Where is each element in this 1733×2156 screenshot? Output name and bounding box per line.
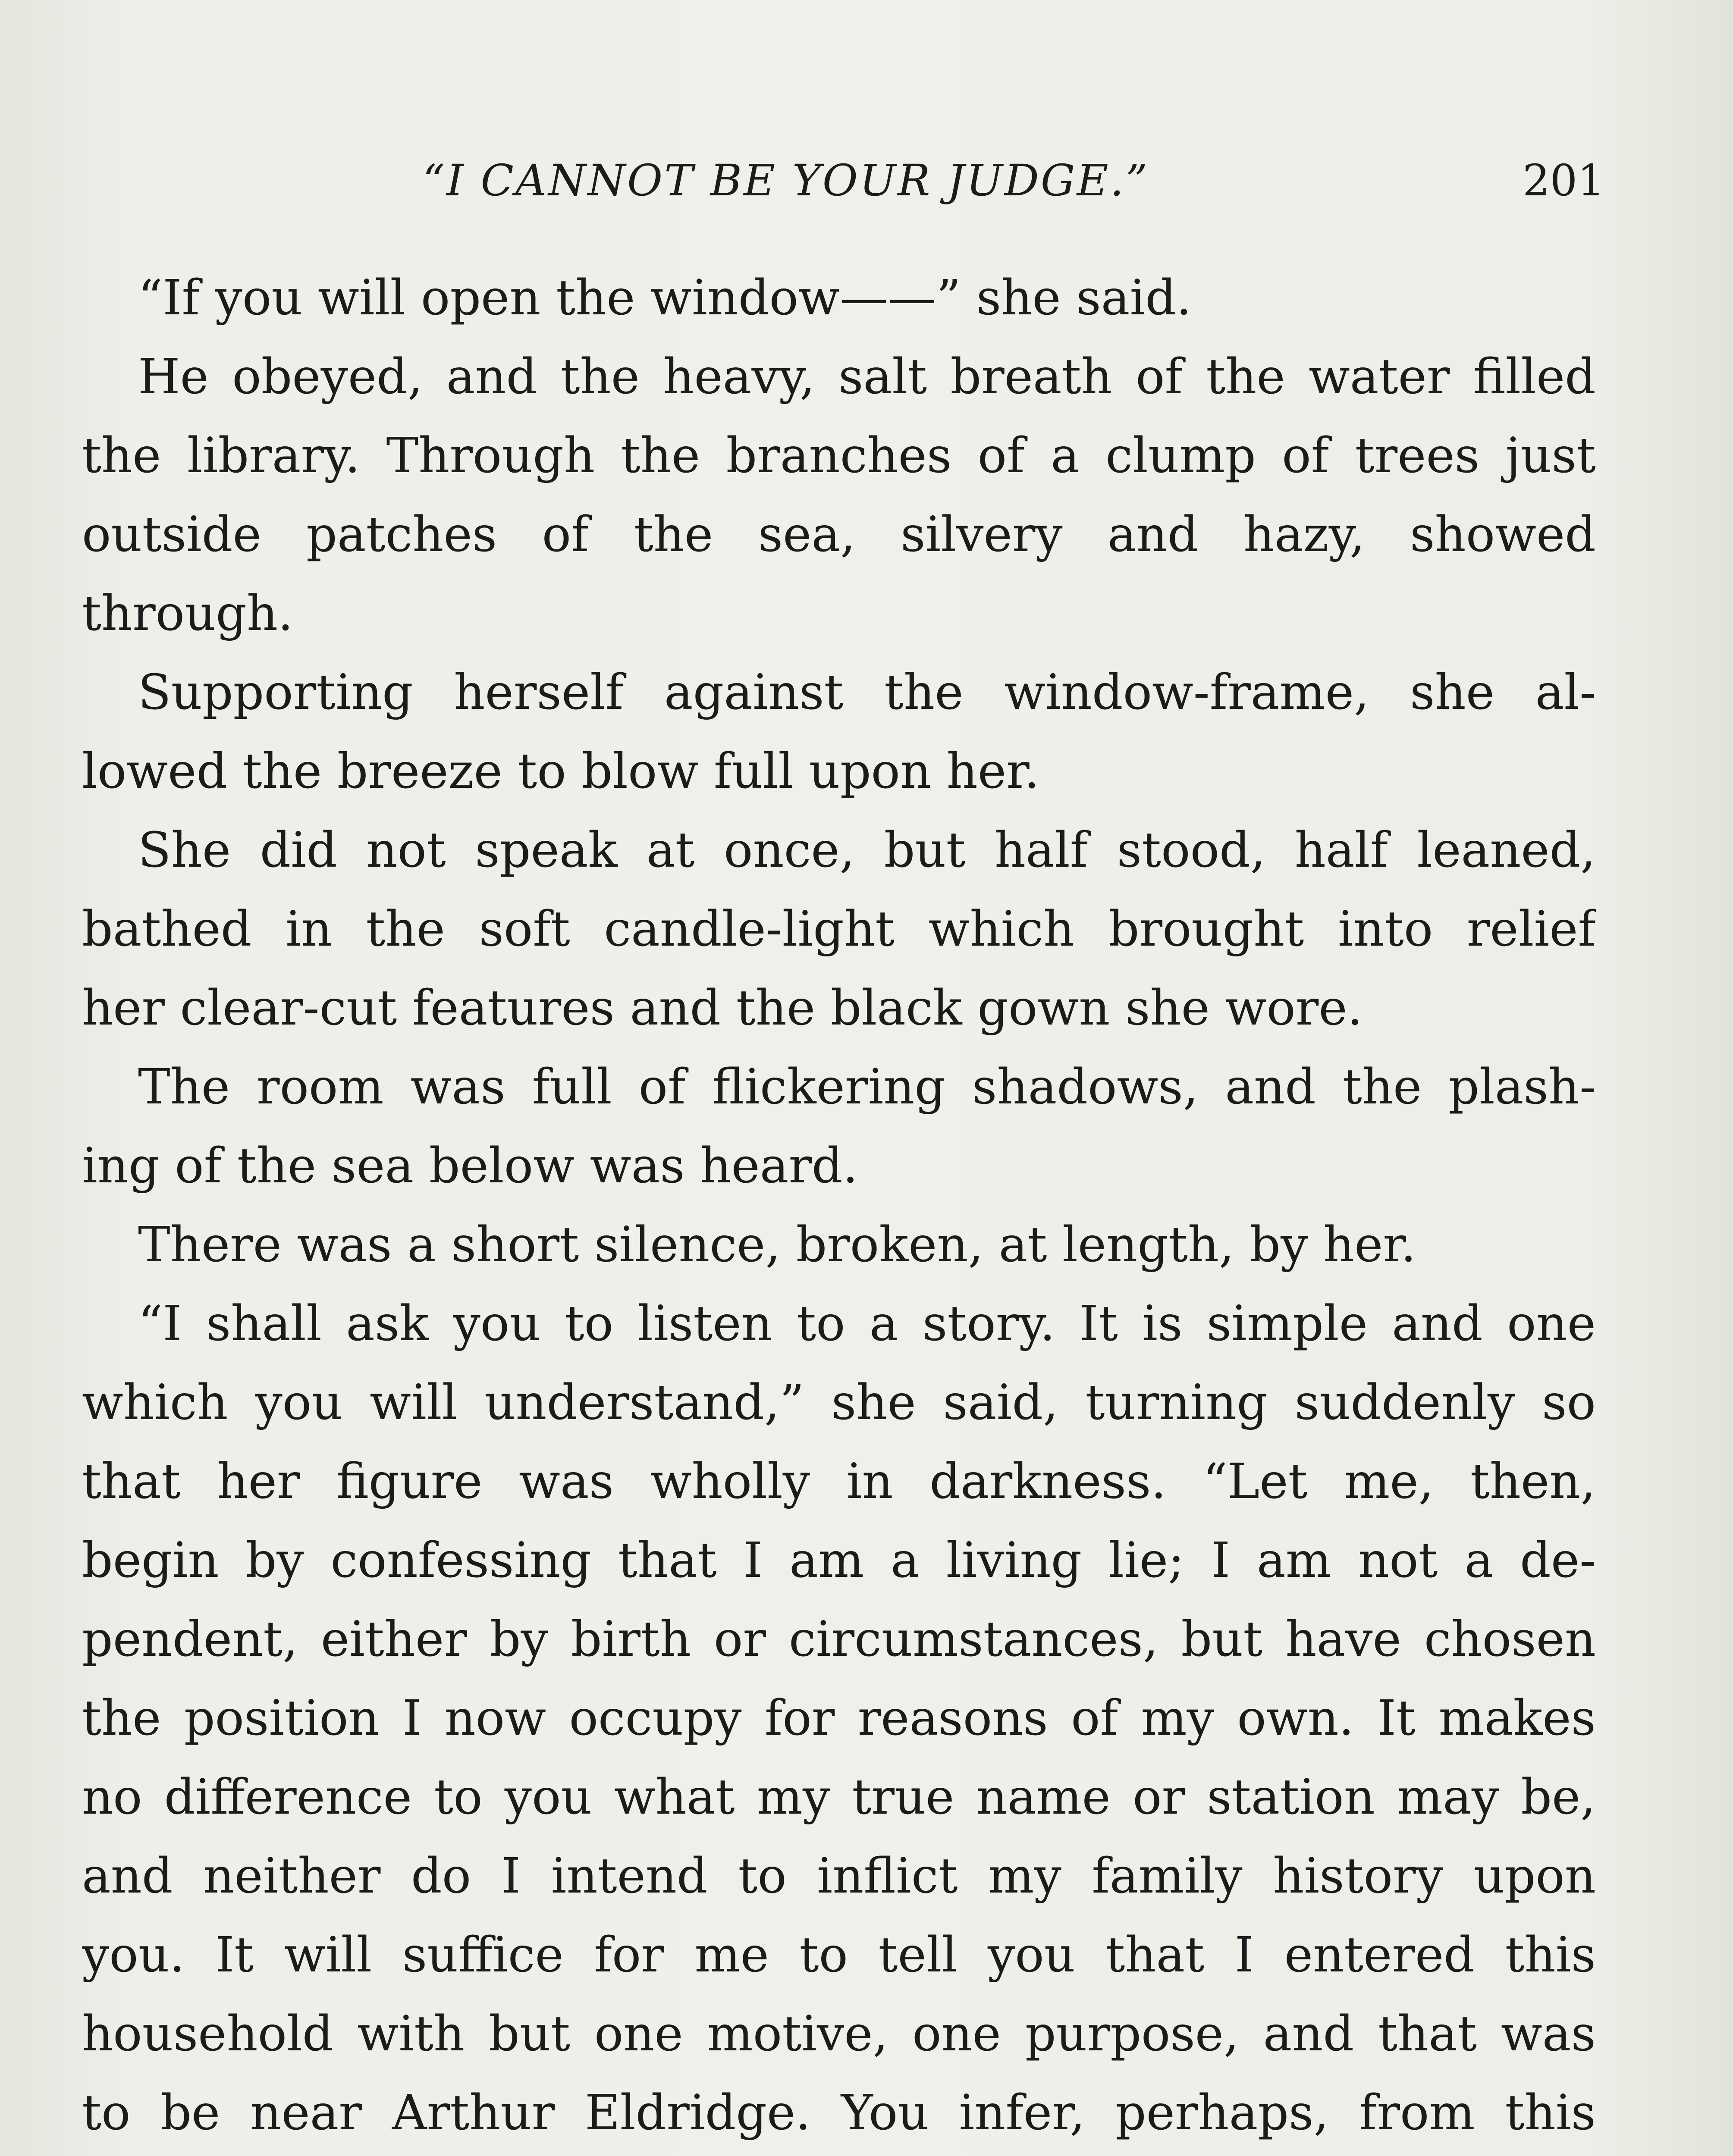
text-line: her clear-cut features and the black gown she wore. — [82, 980, 1363, 1036]
body-text — [82, 259, 1596, 2156]
running-head: “I CANNOT BE YOUR JUDGE.” — [423, 155, 1149, 206]
text-line: the position I now occupy for reasons of my own. It makes — [82, 1690, 1596, 1746]
text-line: household with but one motive, one purpose, and that was — [82, 2006, 1596, 2062]
text-line: no difference to you what my true name or station may be, — [82, 1769, 1596, 1825]
text-line: to be near Arthur Eldridge. You infer, perhaps, from this — [82, 2085, 1596, 2141]
text-line: pendent, either by birth or circumstances, but have chosen — [82, 1611, 1596, 1667]
text-line: and neither do I intend to inflict my family history upon — [82, 1848, 1596, 1904]
text-line: The room was full of flickering shadows, and the plash- — [138, 1059, 1596, 1115]
text-line: There was a short silence, broken, at length, by her. — [138, 1217, 1416, 1273]
text-line: begin by confessing that I am a living lie; I am not a de- — [82, 1532, 1596, 1589]
text-line: through. — [82, 586, 293, 642]
text-line: lowed the breeze to blow full upon her. — [82, 743, 1039, 799]
text-line: outside patches of the sea, silvery and hazy, showed — [82, 507, 1596, 563]
text-line: bathed in the soft candle-light which brought into relief — [82, 901, 1596, 957]
text-line: that her figure was wholly in darkness. “Let me, then, — [82, 1454, 1596, 1510]
text-line: you. It will suffice for me to tell you that I entered this — [82, 1927, 1596, 1983]
page-number: 201 — [1523, 155, 1605, 206]
text-line: She did not speak at once, but half stood, half leaned, — [138, 822, 1596, 878]
text-line: ing of the sea below was heard. — [82, 1138, 858, 1194]
text-line: “I shall ask you to listen to a story. It is simple and one — [138, 1296, 1596, 1352]
text-line: He obeyed, and the heavy, salt breath of the water filled — [138, 349, 1596, 405]
text-line — [82, 2153, 1596, 2156]
text-line: “If you will open the window——” she said. — [138, 270, 1192, 326]
text-line: which you will understand,” she said, turning suddenly so — [82, 1375, 1596, 1431]
text-line: the library. Through the branches of a clump of trees just — [82, 428, 1596, 484]
text-line: Supporting herself against the window-frame, she al- — [138, 664, 1596, 721]
page-header — [0, 155, 1733, 220]
